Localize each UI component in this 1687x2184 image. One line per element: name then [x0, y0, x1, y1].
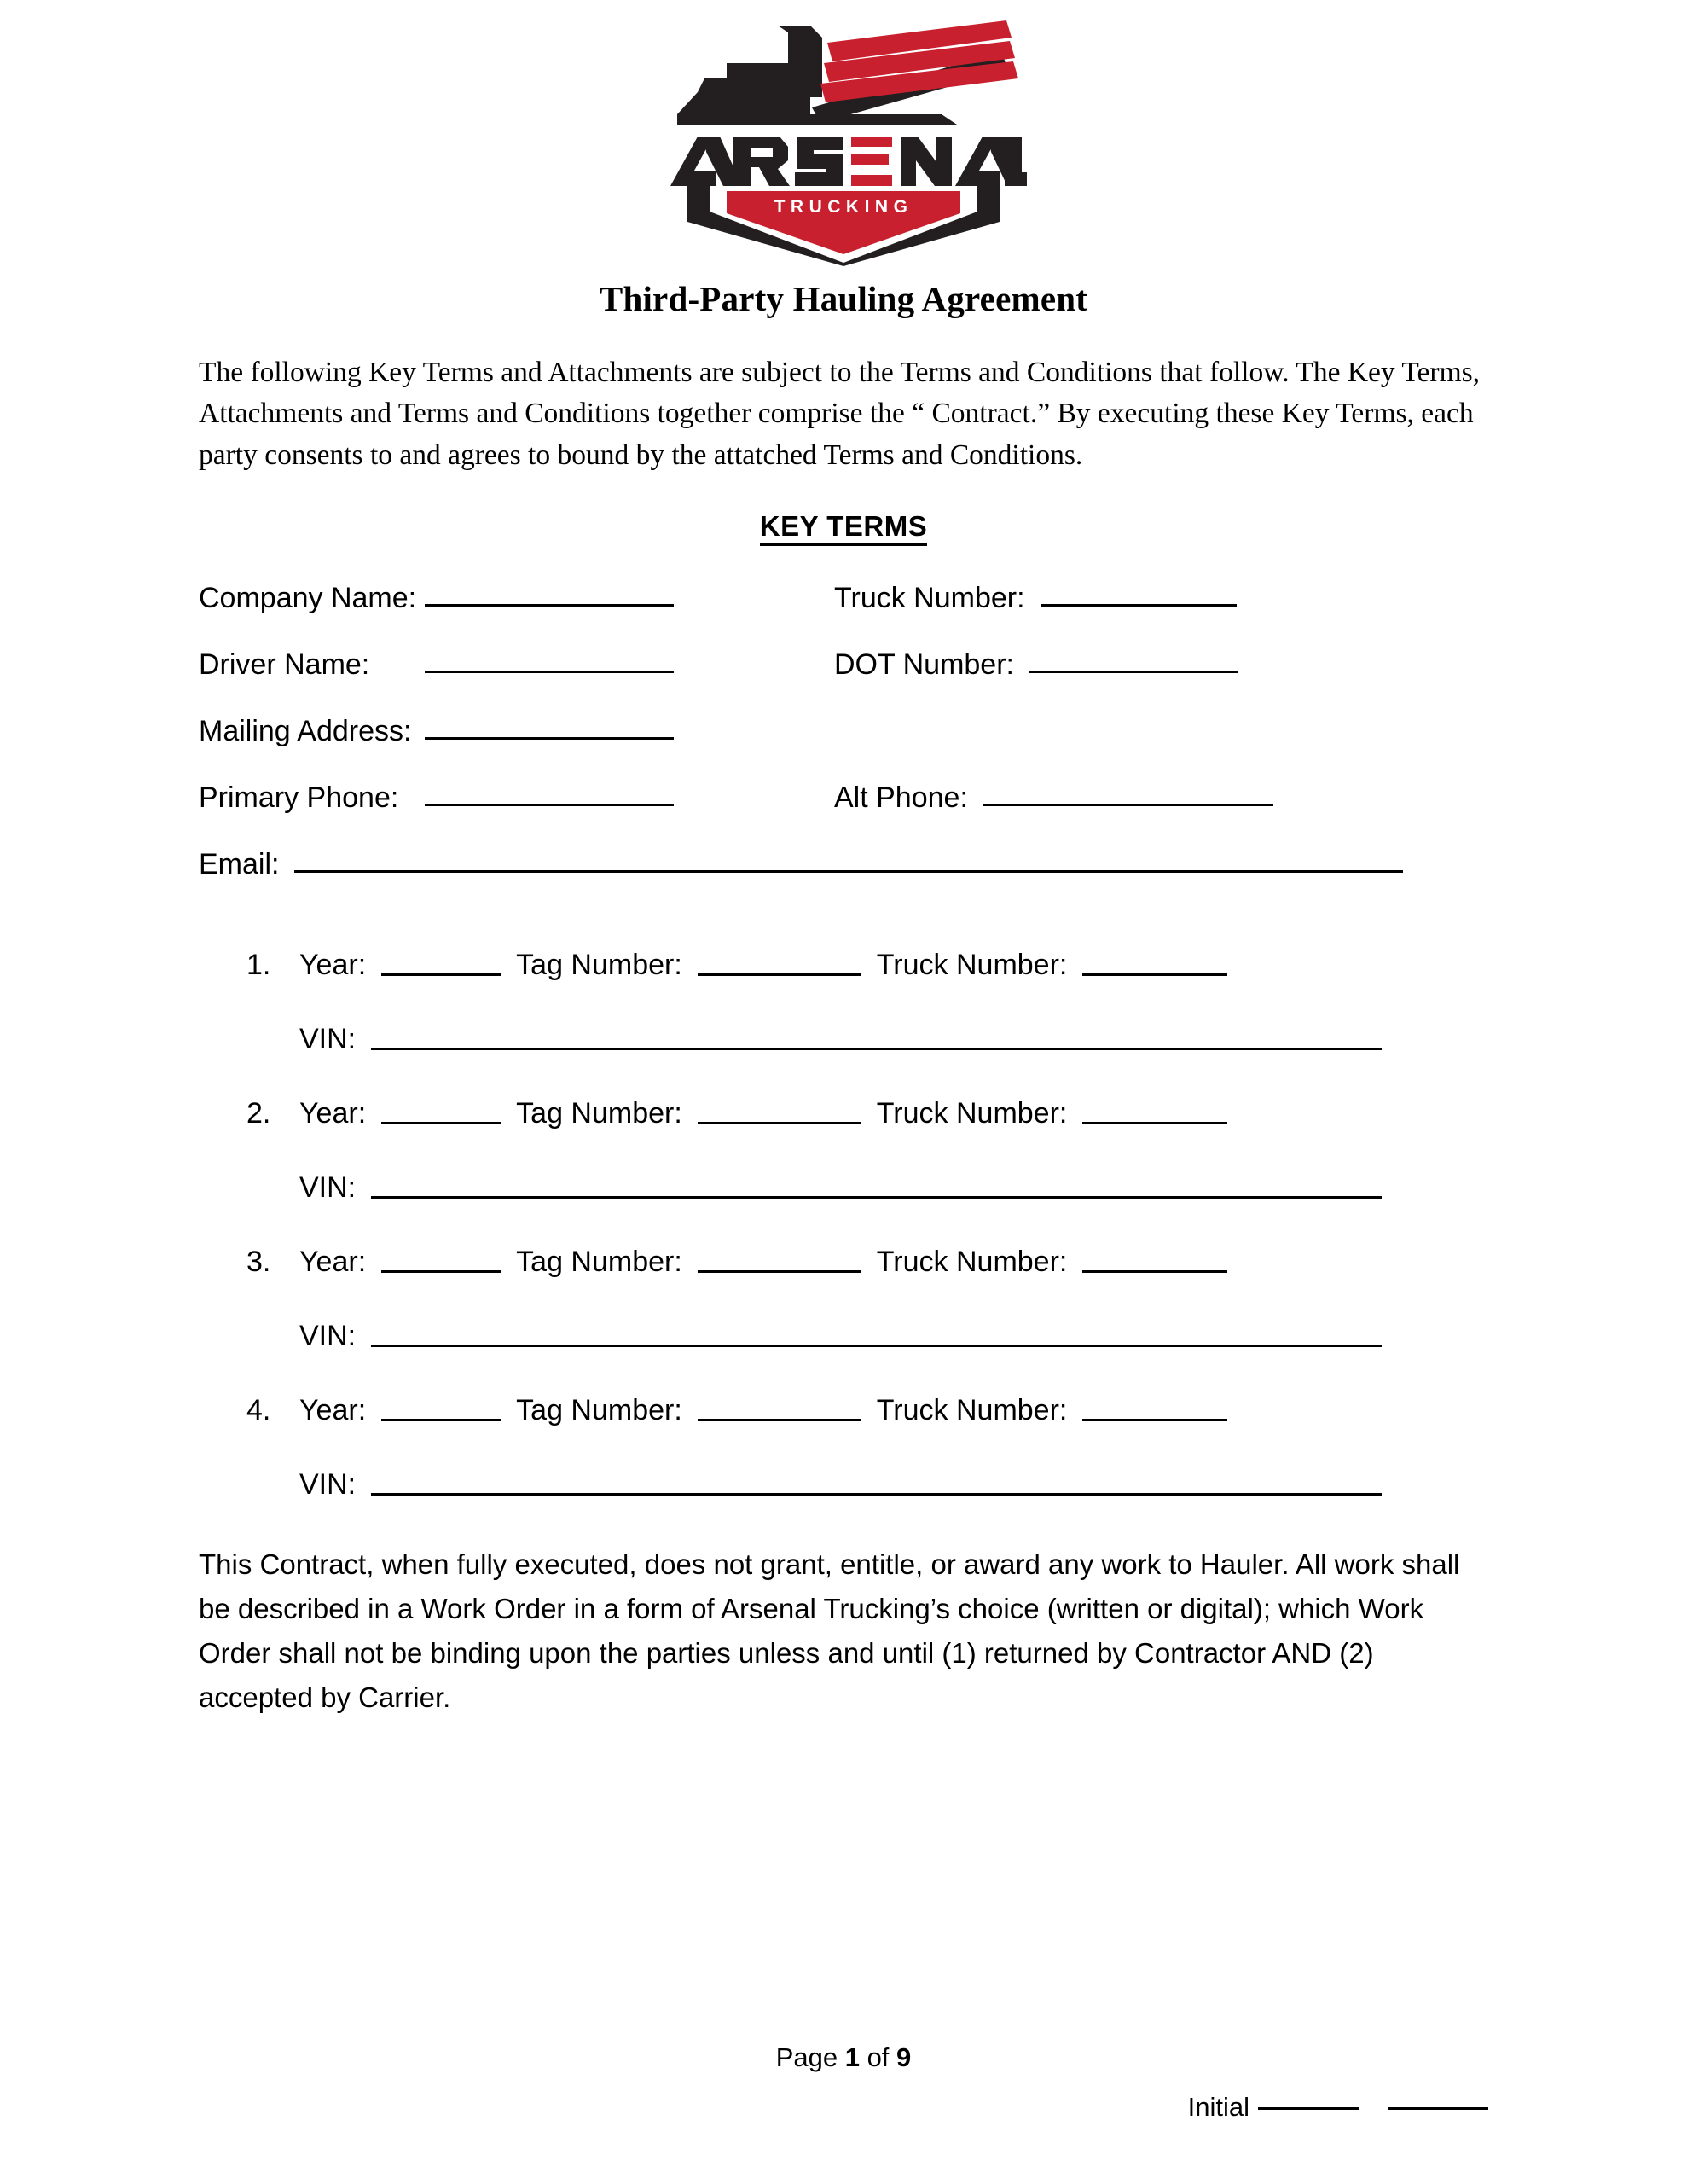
row-driver-dot — [199, 650, 1488, 679]
mailing-address-label: Mailing Address: — [199, 714, 412, 747]
vehicle-truck-input[interactable] — [1082, 1121, 1227, 1124]
vehicle-vin-input[interactable] — [371, 1195, 1382, 1199]
key-terms-heading — [199, 510, 1488, 543]
vehicle-index: 3. — [246, 1245, 271, 1278]
row-mailing-address-line2 — [199, 742, 1488, 746]
logo-tagline: TRUCKING — [774, 197, 913, 217]
vehicle-year-input[interactable] — [381, 1121, 501, 1124]
page-title: Third-Party Hauling Agreement — [599, 279, 1088, 318]
vehicle-truck-input[interactable] — [1082, 1418, 1227, 1421]
vehicle-truck-label: Truck Number: — [876, 1245, 1068, 1278]
vehicle-truck-label: Truck Number: — [876, 1393, 1068, 1426]
initial-row — [0, 2092, 1687, 2123]
vehicle-list — [199, 949, 1488, 1502]
driver-name-input[interactable] — [425, 670, 674, 673]
vehicle-year-input[interactable] — [381, 973, 501, 976]
row-mailing-address — [199, 714, 1488, 747]
key-terms-form — [199, 581, 1488, 880]
initial-input-2[interactable] — [1388, 2106, 1488, 2110]
vehicle-truck-input[interactable] — [1082, 973, 1227, 976]
vehicle-tag-label: Tag Number: — [516, 1393, 682, 1426]
vehicle-index: 1. — [246, 948, 271, 981]
page-number-mid: of — [859, 2042, 897, 2072]
vehicle-year-label: Year: — [299, 948, 367, 981]
driver-name-label: Driver Name: — [199, 648, 370, 681]
vehicle-year-label: Year: — [299, 1393, 367, 1426]
company-logo — [199, 0, 1488, 266]
email-input[interactable] — [294, 869, 1403, 873]
vehicle-row — [199, 1097, 1488, 1205]
vehicle-vin-label: VIN: — [299, 1170, 357, 1204]
company-name-label: Company Name: — [199, 581, 417, 614]
primary-phone-input[interactable] — [425, 803, 674, 806]
email-label: Email: — [199, 847, 280, 880]
initial-label: Initial — [1187, 2092, 1249, 2122]
vehicle-tag-label: Tag Number: — [516, 1245, 682, 1278]
vehicle-tag-label: Tag Number: — [516, 948, 682, 981]
vehicle-year-label: Year: — [299, 1096, 367, 1130]
alt-phone-input[interactable] — [983, 803, 1273, 806]
vehicle-row — [199, 949, 1488, 1056]
truck-number-input[interactable] — [1041, 603, 1237, 607]
page-number-current: 1 — [844, 2042, 860, 2072]
mailing-address-line2-input[interactable] — [425, 736, 662, 740]
company-name-input[interactable] — [425, 603, 674, 607]
vehicle-vin-label: VIN: — [299, 1022, 357, 1055]
vehicle-index: 4. — [246, 1393, 271, 1426]
row-company-truck — [199, 581, 1488, 614]
vehicle-tag-input[interactable] — [698, 973, 861, 976]
primary-phone-label: Primary Phone: — [199, 781, 399, 814]
dot-number-label: DOT Number: — [834, 648, 1014, 681]
alt-phone-label: Alt Phone: — [834, 781, 968, 814]
vehicle-vin-label: VIN: — [299, 1467, 357, 1501]
vehicle-tag-input[interactable] — [698, 1418, 861, 1421]
vehicle-truck-label: Truck Number: — [876, 1096, 1068, 1130]
closing-paragraph: This Contract, when fully executed, does not grant, entitle, or award any work to Hauler. All work shall be described in a Work Order in a form of Arsenal Trucking’s choice (written or digital); which Work Order shall not be binding upon the parties unless and until (1) returned by Contractor AND (2) accepted by Carrier. — [199, 1548, 1460, 1714]
vehicle-year-input[interactable] — [381, 1269, 501, 1273]
vehicle-year-input[interactable] — [381, 1418, 501, 1421]
vehicle-year-label: Year: — [299, 1245, 367, 1278]
vehicle-vin-input[interactable] — [371, 1047, 1382, 1050]
vehicle-index: 2. — [246, 1096, 271, 1130]
vehicle-tag-label: Tag Number: — [516, 1096, 682, 1130]
dump-truck-icon — [677, 20, 1018, 125]
row-phones — [199, 783, 1488, 812]
vehicle-truck-label: Truck Number: — [876, 948, 1068, 981]
vehicle-vin-label: VIN: — [299, 1319, 357, 1352]
vehicle-tag-input[interactable] — [698, 1121, 861, 1124]
intro-paragraph: The following Key Terms and Attachments are subject to the Terms and Conditions that follow. The Key Terms, Attachments and Terms and Conditions together comprise the “ Contract.” By executing these Key Terms, each party consents to and agrees to bound by the attatched Terms and Conditions. — [199, 357, 1481, 471]
vehicle-vin-input[interactable] — [371, 1344, 1382, 1347]
row-email — [199, 847, 1488, 880]
vehicle-row — [199, 1246, 1488, 1353]
vehicle-truck-input[interactable] — [1082, 1269, 1227, 1273]
vehicle-row — [199, 1394, 1488, 1502]
page-number — [0, 2042, 1687, 2073]
truck-number-label: Truck Number: — [834, 581, 1025, 614]
initial-input-1[interactable] — [1258, 2106, 1359, 2110]
page-footer — [0, 2042, 1687, 2123]
dot-number-input[interactable] — [1029, 670, 1238, 673]
page-number-prefix: Page — [775, 2042, 845, 2072]
vehicle-tag-input[interactable] — [698, 1269, 861, 1273]
vehicle-vin-input[interactable] — [371, 1492, 1382, 1496]
page-number-total: 9 — [896, 2042, 912, 2072]
logo-wordmark — [670, 136, 1027, 186]
key-terms-heading-text: KEY TERMS — [760, 510, 927, 546]
